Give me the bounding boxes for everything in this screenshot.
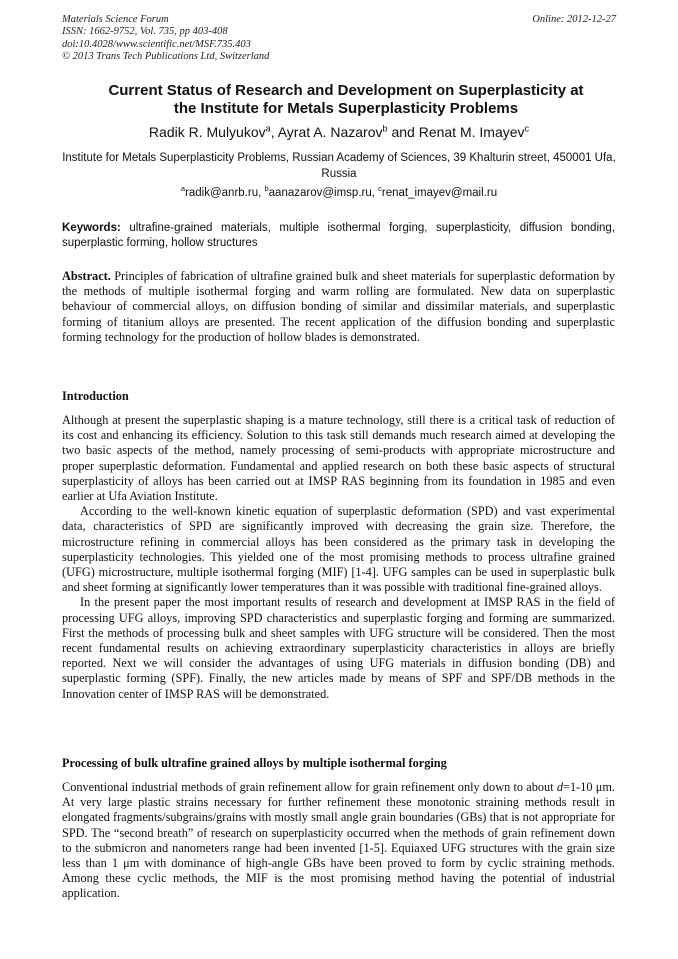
grain-size-symbol: d bbox=[556, 780, 564, 794]
paragraph-text: =1-10 μm. At very large plastic strains necessary for further refinement these monotonic straining methods result in elongated fragments/subgrains/grains with mostly small angle grain boundaries (GBs) that is not appropriate for SPD. The “second breath” of research on superplasticity occurred when the methods of grain refinement down to the submicron and nanometers range had been invented [1-5]. Equiaxed UFG structures with the grain size less than 1 μm with dominance of high-angle GBs have been proved to form by cyclic straining methods. Among these cyclic methods, the MIF is the most promising method having the potential of industrial application. bbox=[62, 780, 615, 901]
author-name: Renat M. Imayev bbox=[418, 124, 525, 140]
keywords-text: ultrafine-grained materials, multiple isothermal forging, superplasticity, diffusion bonding, superplastic forming, hollow structures bbox=[62, 222, 615, 250]
author-affil-mark: c bbox=[524, 123, 530, 134]
keywords-block bbox=[62, 221, 615, 251]
affiliation: Institute for Metals Superplasticity Problems, Russian Academy of Sciences, 39 Khalturin street, 450001 Ufa, Russia bbox=[62, 152, 616, 180]
email-separator: , bbox=[258, 187, 265, 199]
paper-title: Current Status of Research and Development on Superplasticity at the Institute for Metals Superplasticity Problems bbox=[108, 82, 584, 117]
doi-line[interactable]: doi:10.4028/www.scientific.net/MSF.735.403 bbox=[62, 38, 251, 50]
section-body bbox=[62, 780, 615, 902]
email-mark: c bbox=[378, 184, 382, 194]
author-affil-mark: b bbox=[382, 123, 388, 134]
author-separator: and bbox=[387, 124, 419, 140]
email-link[interactable]: aanazarov@imsp.ru bbox=[268, 187, 372, 199]
abstract-block bbox=[62, 269, 615, 345]
author-name: Radik R. Mulyukov bbox=[148, 124, 266, 140]
abstract-label: Abstract. bbox=[62, 269, 111, 283]
author-name: Ayrat A. Nazarov bbox=[277, 124, 383, 140]
email-mark: b bbox=[264, 184, 269, 194]
email-mark: a bbox=[180, 184, 186, 194]
online-date: Online: 2012-12-27 bbox=[532, 14, 616, 25]
paragraph: According to the well-known kinetic equation of superplastic deformation (SPD) and vast experimental data, characteristics of SPD are significantly improved with decreasing the grain size. Therefore, the microstructure refining in commercial alloys has been considered as the primary task in developing the superplasticity technologies. This yielded one of the most promising methods to process ultrafine grained (UFG) microstructure, multiple isothermal forging (MIF) [1-4]. UFG samples can be used in superplastic bulk and sheet forming at significantly lower temperatures than it was possible with traditional fine-grained alloys. bbox=[62, 504, 615, 595]
email-link[interactable]: renat_imayev@mail.ru bbox=[381, 187, 498, 199]
email-link[interactable]: radik@anrb.ru bbox=[185, 187, 259, 199]
email-separator: , bbox=[371, 187, 379, 199]
introduction-heading: Introduction bbox=[62, 389, 129, 403]
author-list bbox=[62, 124, 616, 141]
paragraph: Although at present the superplastic shaping is a mature technology, still there is a critical task of reduction of its cost and enhancing its efficiency. Solution to this task still demands much research aimed at developing the two basic aspects of the method, namely processing of semi-products with appropriate microstructure and proper superplastic deformation. Fundamental and applied research on both these basic aspects of structural superplasticity of alloys has been carried out at IMSP RAS beginning from its foundation in 1985 and even earlier at Ufa Aviation Institute. bbox=[62, 413, 615, 504]
issn-line: ISSN: 1662-9752, Vol. 735, pp 403-408 bbox=[62, 26, 228, 38]
introduction-body bbox=[62, 413, 615, 702]
author-emails bbox=[62, 186, 616, 201]
journal-name: Materials Science Forum bbox=[62, 14, 169, 25]
copyright-line: © 2013 Trans Tech Publications Ltd, Switzerland bbox=[62, 50, 270, 62]
author-affil-mark: a bbox=[265, 123, 271, 134]
author-separator: , bbox=[270, 124, 278, 140]
paragraph: In the present paper the most important results of research and development at IMSP RAS in the field of processing UFG alloys, improving SPD characteristics and superplastic forging and forming are summarized. First the methods of processing bulk and sheet samples with UFG structure will be considered. Then the most recent fundamental results on achieving extraordinary superplasticity characteristics in alloys are briefly reported. Next we will consider the advantages of using UFG materials in diffusion bonding (DB) and superplastic forming (SPF). Finally, the new articles made by means of SPF and SPF/DB methods in the Innovation center of IMSP RAS will be demonstrated. bbox=[62, 595, 615, 701]
paragraph bbox=[62, 780, 615, 902]
section-heading: Processing of bulk ultrafine grained alloys by multiple isothermal forging bbox=[62, 756, 447, 770]
keywords-label: Keywords: bbox=[62, 222, 121, 234]
abstract-text: Principles of fabrication of ultrafine grained bulk and sheet materials for superplastic deformation by the methods of multiple isothermal forging and warm rolling are formulated. New data on superplastic behaviour of commercial alloys, on diffusion bonding of similar and dissimilar materials, and superplastic forming of titanium alloys are presented. The recent application of the diffusion bonding and superplastic forming technology for the production of hollow blades is demonstrated. bbox=[62, 269, 615, 344]
journal-header bbox=[62, 14, 269, 63]
paragraph-text: Conventional industrial methods of grain refinement allow for grain refinement only down to about bbox=[62, 780, 557, 794]
